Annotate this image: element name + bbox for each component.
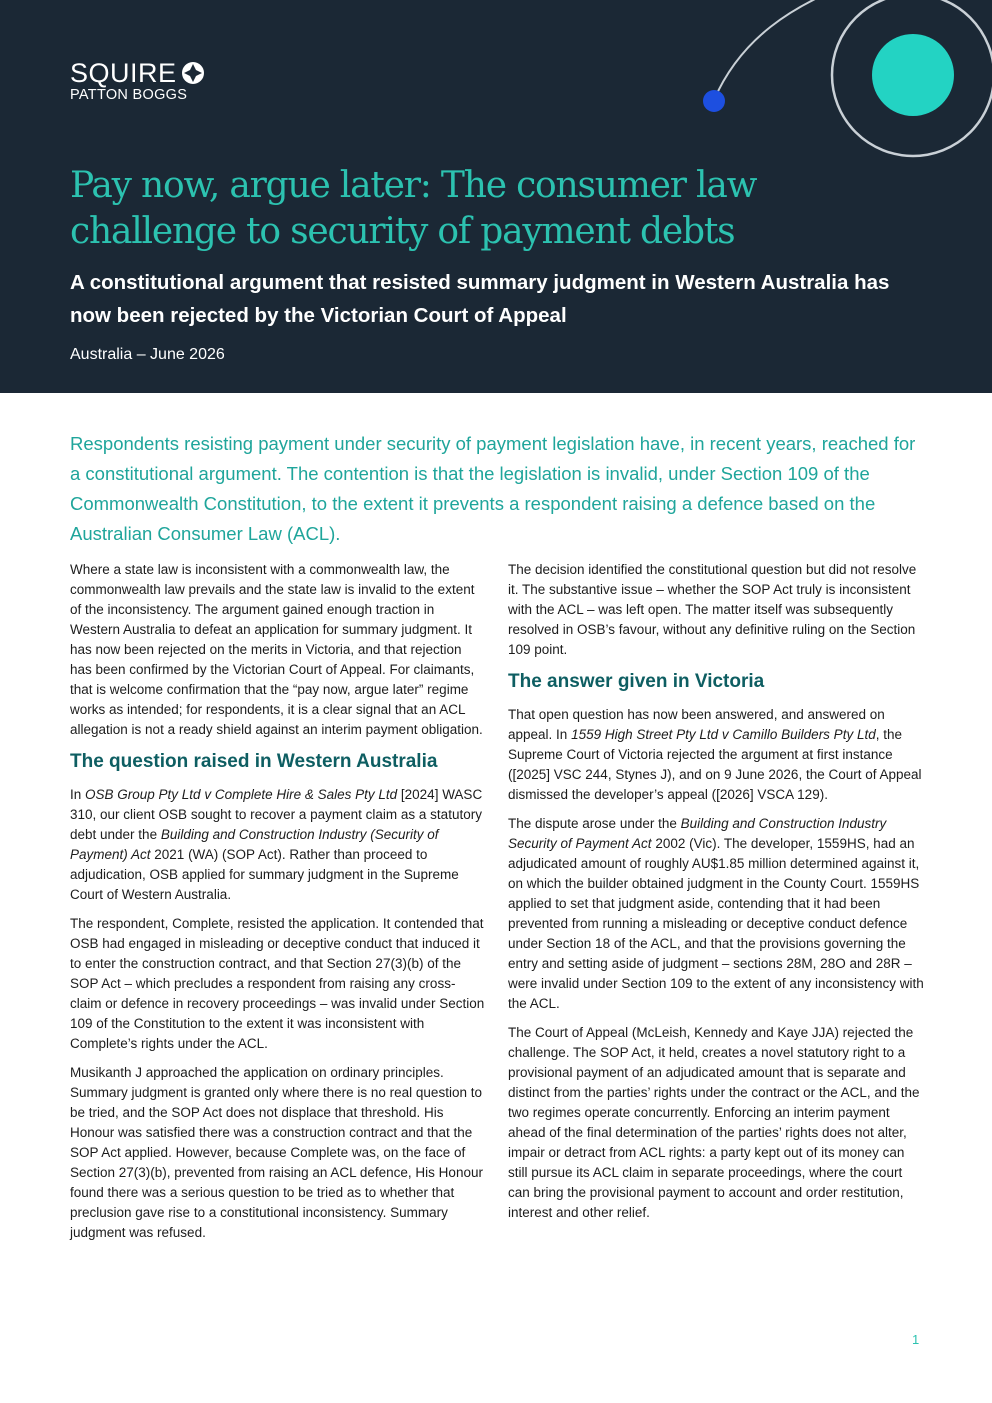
body-paragraph: The respondent, Complete, resisted the application. It contended that OSB had engaged in misleading or deceptive conduct that induced it to enter the construction contract, and that Section 27(3)(b) of the SOP Act – which precludes a respondent from raising any cross-claim or defence in recovery proceedings – was invalid under Section 109 of the Constitution to the extent it was inconsistent with Complete’s rights under the ACL. — [70, 916, 485, 1051]
body-paragraph: That open question has now been answered, and answered on appeal. In 1559 High Street Pty Ltd v Camillo Builders Pty Ltd, the Supreme Court of Victoria rejected the argument at first instance ([2025] VSC 244, Stynes J), and on 9 June 2026, the Court of Appeal dismissed the developer’s appeal ([2026] VSCA 129). — [508, 707, 922, 802]
section-heading-western-australia: The question raised in Western Australia — [70, 751, 438, 772]
section-heading-victoria: The answer given in Victoria — [508, 671, 765, 692]
body-paragraph: The Court of Appeal (McLeish, Kennedy and Kaye JJA) rejected the challenge. The SOP Act, it held, creates a novel statutory right to a provisional payment of an adjudicated amount that is separate and distinct from the parties’ rights under the contract or the ACL, and the two regimes operate concurrently. Enforcing an interim payment ahead of the final determination of the parties’ rights does not alter, impair or detract from ACL rights: a party kept out of its money can still pursue its ACL claim in separate proceedings, where the court can bring the provisional payment to account and order restitution, interest and other relief. — [508, 1025, 920, 1220]
page-number: 1 — [912, 1332, 920, 1347]
dateline: Australia – June 2026 — [70, 346, 225, 363]
logo-mark-icon — [181, 61, 205, 85]
act-title: Building and Construction Industry (Security of Payment) Act — [70, 827, 439, 862]
lead-paragraph: Respondents resisting payment under security of payment legislation have, in recent years, reached for a constitutional argument. The contention is that the legislation is invalid, under Section 109 of the Commonwealth Constitution, to the extent it prevents a respondent raising a defence based on the Australian Consumer Law (ACL). — [70, 433, 916, 544]
body-paragraph: Musikanth J approached the application on ordinary principles. Summary judgment is granted only where there is no real question to be tried, and the SOP Act does not displace that threshold. His Honour was satisfied there was a construction contract and that the SOP Act applied. However, because Complete was, on the face of Section 27(3)(b), prevented from raising an ACL defence, His Honour found there was a serious question to be tried as to whether that preclusion gave rise to a constitutional inconsistency. Summary judgment was refused. — [70, 1065, 483, 1240]
logo-text-top: SQUIRE — [70, 58, 177, 88]
page-subtitle: A constitutional argument that resisted summary judgment in Western Australia has now been rejected by the Victorian Court of Appeal — [70, 271, 890, 327]
header-banner — [0, 0, 992, 393]
right-column — [508, 560, 926, 1232]
page-title: Pay now, argue later: The consumer law challenge to security of payment debts — [70, 165, 757, 252]
body-paragraph: In OSB Group Pty Ltd v Complete Hire & Sales Pty Ltd [2024] WASC 310, our client OSB sought to recover a payment claim as a statutory debt under the Building and Construction Industry (Security of Payment) Act 2021 (WA) (SOP Act). Rather than proceed to adjudication, OSB applied for summary judgment in the Supreme Court of Western Australia. — [70, 787, 483, 902]
body-paragraph: Where a state law is inconsistent with a commonwealth law, the commonwealth law prevails and the state law is invalid to the extent of the inconsistency. The argument gained enough traction in Western Australia to defeat an application for summary judgment. It has now been rejected on the merits in Victoria, and that rejection has been confirmed by the Victorian Court of Appeal. For claimants, that is welcome confirmation that the “pay now, argue later” regime works as intended; for respondents, it is a clear signal that an ACL allegation is not a ready shield against an interim payment obligation. — [70, 562, 483, 737]
left-column — [70, 560, 485, 1252]
case-citation: OSB Group Pty Ltd v Complete Hire & Sales Pty Ltd — [85, 787, 398, 802]
body-paragraph: The decision identified the constitutional question but did not resolve it. The substantive issue – whether the SOP Act truly is inconsistent with the ACL – was left open. The matter itself was subsequently resolved in OSB’s favour, without any definitive ruling on the Section 109 point. — [508, 562, 917, 657]
case-citation: 1559 High Street Pty Ltd v Camillo Builders Pty Ltd — [571, 727, 876, 742]
logo-text-bottom: PATTON BOGGS — [70, 87, 188, 103]
company-logo — [70, 58, 205, 103]
body-paragraph: The dispute arose under the Building and Construction Industry Security of Payment Act 2002 (Vic). The developer, 1559HS, had an adjudicated amount of roughly AU$1.85 million determined against it, on which the builder obtained judgment in the County Court. 1559HS applied to set that judgment aside, contending that it had been prevented from running a misleading or deceptive conduct defence under Section 18 of the ACL, and that the provisions governing the entry and setting aside of judgment – sections 28M, 28O and 28R – were invalid under Section 109 to the extent of any inconsistency with the ACL. — [508, 816, 924, 1011]
act-title: Building and Construction Industry Security of Payment Act — [508, 816, 887, 851]
